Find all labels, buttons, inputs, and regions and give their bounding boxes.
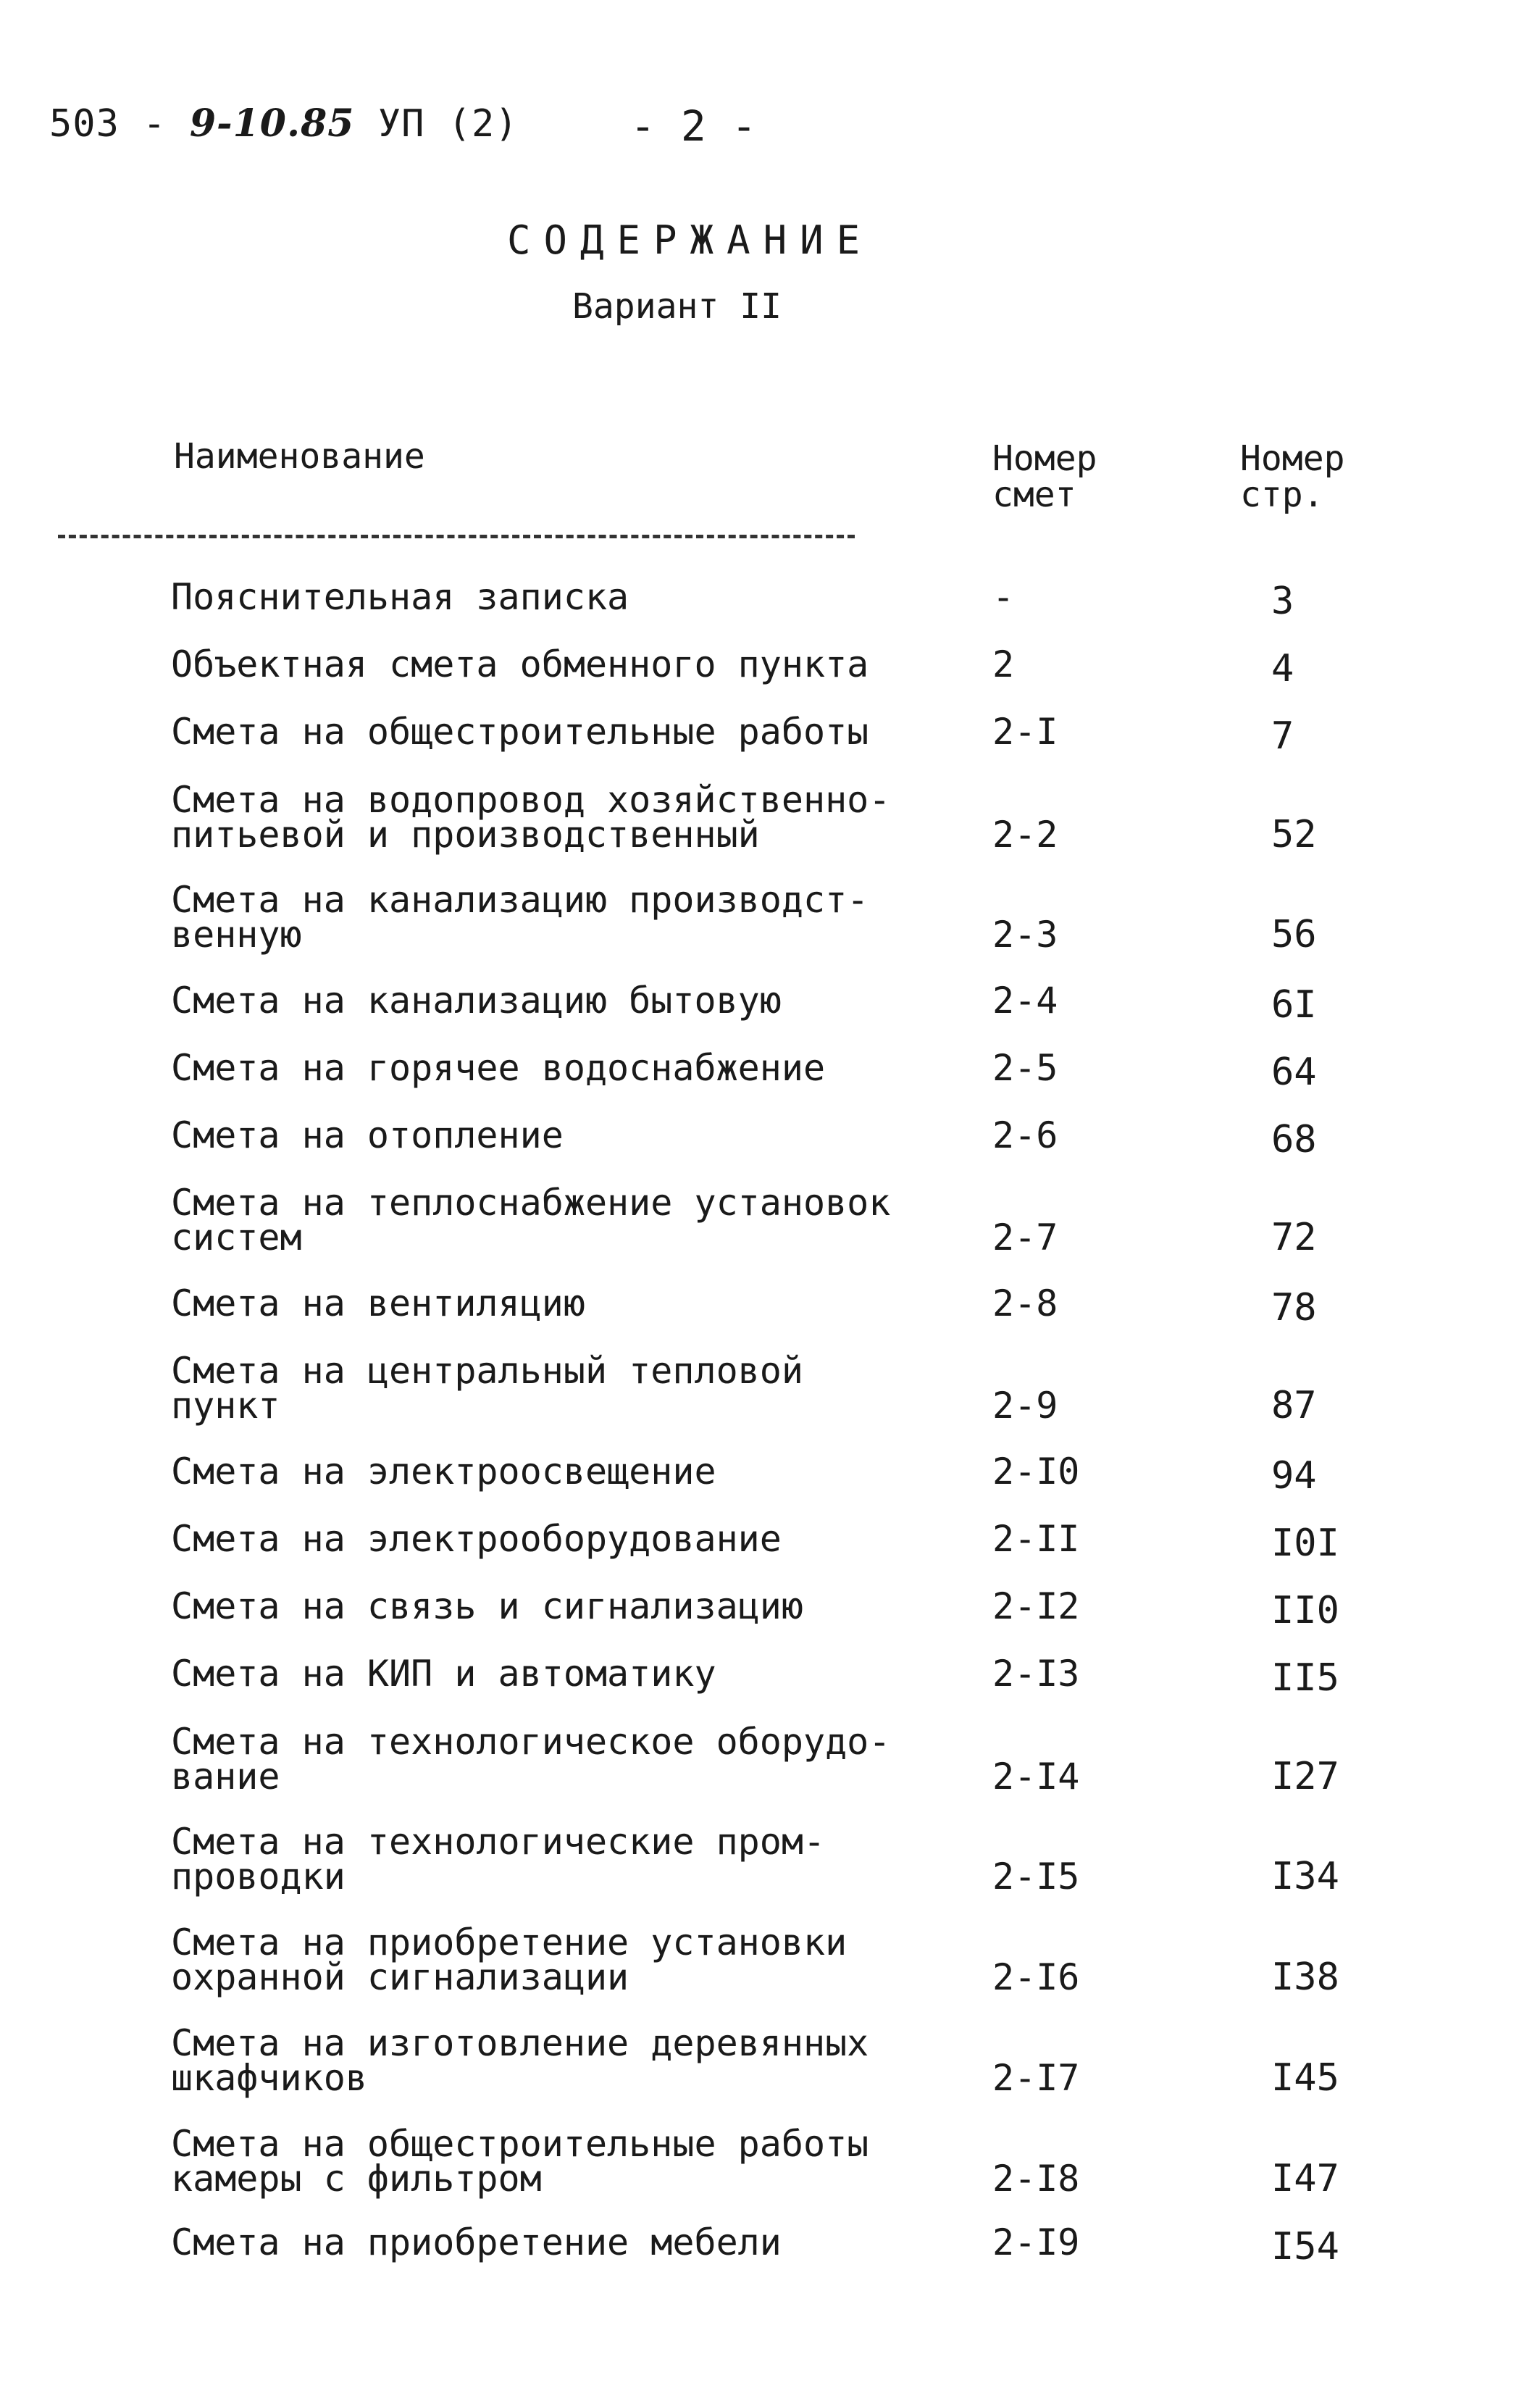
row-page-number: 6I	[1271, 983, 1317, 1027]
row-page-number: 64	[1271, 1051, 1317, 1094]
row-name-line1: Смета на технологические пром-	[171, 1821, 826, 1863]
row-name-line1: Смета на приобретение установки	[171, 1921, 848, 1963]
row-page-number: II0	[1271, 1589, 1339, 1632]
document-code-handwritten: 9-10.85	[189, 101, 355, 146]
row-page-number: I34	[1271, 1855, 1339, 1898]
row-name-line1: Смета на связь и сигнализацию	[171, 1585, 803, 1627]
row-name	[171, 643, 869, 685]
row-name	[171, 2221, 782, 2263]
row-estimate-number: -	[992, 576, 1015, 618]
row-estimate-number: 2-4	[992, 980, 1058, 1022]
row-estimate-number: 2	[992, 643, 1015, 685]
row-name-line1: Смета на приобретение мебели	[171, 2221, 782, 2263]
row-name-line1: Смета на канализацию бытовую	[171, 980, 782, 1022]
row-estimate-number: 2-8	[992, 1282, 1058, 1324]
row-estimate-number: 2-9	[992, 1385, 1058, 1427]
header-divider	[58, 535, 855, 538]
row-estimate-number: 2-I5	[992, 1856, 1080, 1898]
row-name	[171, 1518, 782, 1560]
row-estimate-number: 2-2	[992, 814, 1058, 856]
row-estimate-number: 2-II	[992, 1518, 1080, 1560]
row-name-line2: проводки	[171, 1856, 346, 1898]
row-name-line1: Смета на электроосвещение	[171, 1450, 716, 1493]
row-name-line1: Смета на электрооборудование	[171, 1518, 782, 1560]
row-estimate-number: 2-I2	[992, 1585, 1080, 1627]
row-name-line2: питьевой и производственный	[171, 814, 760, 856]
row-estimate-number: 2-3	[992, 914, 1058, 956]
row-page-number: 7	[1271, 714, 1294, 758]
row-name-line1: Смета на общестроительные работы	[171, 711, 869, 753]
row-name	[171, 1653, 716, 1695]
document-code	[49, 101, 519, 146]
row-name	[171, 1721, 891, 1798]
row-estimate-number: 2-I4	[992, 1756, 1080, 1798]
row-name	[171, 1182, 891, 1258]
row-name-line1: Смета на отопление	[171, 1114, 564, 1156]
document-code-suffix: УП (2)	[377, 102, 519, 146]
page-title: СОДЕРЖАНИЕ	[507, 217, 874, 263]
row-name-line2: охранной сигнализации	[171, 1956, 629, 1998]
row-name-line1: Смета на теплоснабжение установок	[171, 1182, 891, 1224]
row-page-number: I38	[1271, 1955, 1339, 1999]
row-name-line2: шкафчиков	[171, 2057, 367, 2099]
row-name-line1: Смета на изготовление деревянных	[171, 2022, 869, 2064]
row-estimate-number: 2-I8	[992, 2158, 1080, 2200]
row-name	[171, 1114, 564, 1156]
row-name	[171, 1350, 803, 1427]
row-name-line1: Смета на технологическое оборудо-	[171, 1721, 891, 1763]
row-estimate-number: 2-I9	[992, 2221, 1080, 2263]
row-name-line1: Смета на вентиляцию	[171, 1282, 585, 1324]
row-page-number: 56	[1271, 913, 1317, 956]
row-name-line2: пункт	[171, 1385, 280, 1427]
row-page-number: 87	[1271, 1384, 1317, 1427]
row-page-number: I45	[1271, 2056, 1339, 2100]
row-name	[171, 1585, 803, 1627]
row-name	[171, 2123, 869, 2200]
row-estimate-number: 2-I	[992, 711, 1058, 753]
row-page-number: I0I	[1271, 1521, 1339, 1565]
row-estimate-number: 2-7	[992, 1216, 1058, 1258]
row-name	[171, 980, 782, 1022]
column-header-name: Наименование	[174, 436, 425, 477]
row-page-number: I27	[1271, 1755, 1339, 1798]
row-name	[171, 779, 891, 856]
row-name-line1: Смета на водопровод хозяйственно-	[171, 779, 891, 821]
row-name-line1: Смета на канализацию производст-	[171, 879, 869, 921]
column-header-page-number	[1240, 438, 1345, 515]
row-name-line2: вание	[171, 1756, 280, 1798]
row-name-line2: камеры с фильтром	[171, 2158, 542, 2200]
row-estimate-number: 2-5	[992, 1047, 1058, 1089]
column-header-page-number-line1: Номер	[1240, 438, 1345, 479]
row-name	[171, 576, 629, 618]
row-estimate-number: 2-I3	[992, 1653, 1080, 1695]
row-page-number: 72	[1271, 1216, 1317, 1259]
row-page-number: 68	[1271, 1118, 1317, 1161]
row-page-number: 4	[1271, 647, 1294, 690]
page-number: - 2 -	[630, 101, 757, 151]
row-page-number: I47	[1271, 2157, 1339, 2200]
row-name	[171, 1821, 826, 1898]
row-name-line1: Смета на горячее водоснабжение	[171, 1047, 826, 1089]
row-page-number: 52	[1271, 813, 1317, 856]
row-name-line1: Смета на КИП и автоматику	[171, 1653, 716, 1695]
row-name-line1: Смета на центральный тепловой	[171, 1350, 803, 1392]
row-page-number: 78	[1271, 1286, 1317, 1330]
row-name-line1: Объектная смета обменного пункта	[171, 643, 869, 685]
row-page-number: 3	[1271, 580, 1294, 623]
row-name-line1: Пояснительная записка	[171, 576, 629, 618]
page-subtitle: Вариант II	[572, 286, 782, 327]
column-header-estimate-number	[992, 438, 1097, 515]
row-page-number: 94	[1271, 1454, 1317, 1498]
row-name	[171, 1921, 848, 1998]
row-estimate-number: 2-I6	[992, 1956, 1080, 1998]
row-page-number: I54	[1271, 2225, 1339, 2268]
row-name-line2: венную	[171, 914, 302, 956]
row-estimate-number: 2-I0	[992, 1450, 1080, 1493]
row-estimate-number: 2-I7	[992, 2057, 1080, 2099]
column-header-estimate-number-line1: Номер	[992, 438, 1097, 479]
row-name-line1: Смета на общестроительные работы	[171, 2123, 869, 2165]
row-name	[171, 1047, 826, 1089]
row-name	[171, 1282, 585, 1324]
document-code-prefix: 503 -	[49, 102, 167, 146]
row-name	[171, 2022, 869, 2099]
column-header-estimate-number-line2: смет	[992, 475, 1076, 515]
row-name	[171, 1450, 716, 1493]
row-name	[171, 879, 869, 956]
row-page-number: II5	[1271, 1656, 1339, 1700]
row-name-line2: систем	[171, 1216, 302, 1258]
row-name	[171, 711, 869, 753]
row-estimate-number: 2-6	[992, 1114, 1058, 1156]
column-header-page-number-line2: стр.	[1240, 475, 1324, 515]
